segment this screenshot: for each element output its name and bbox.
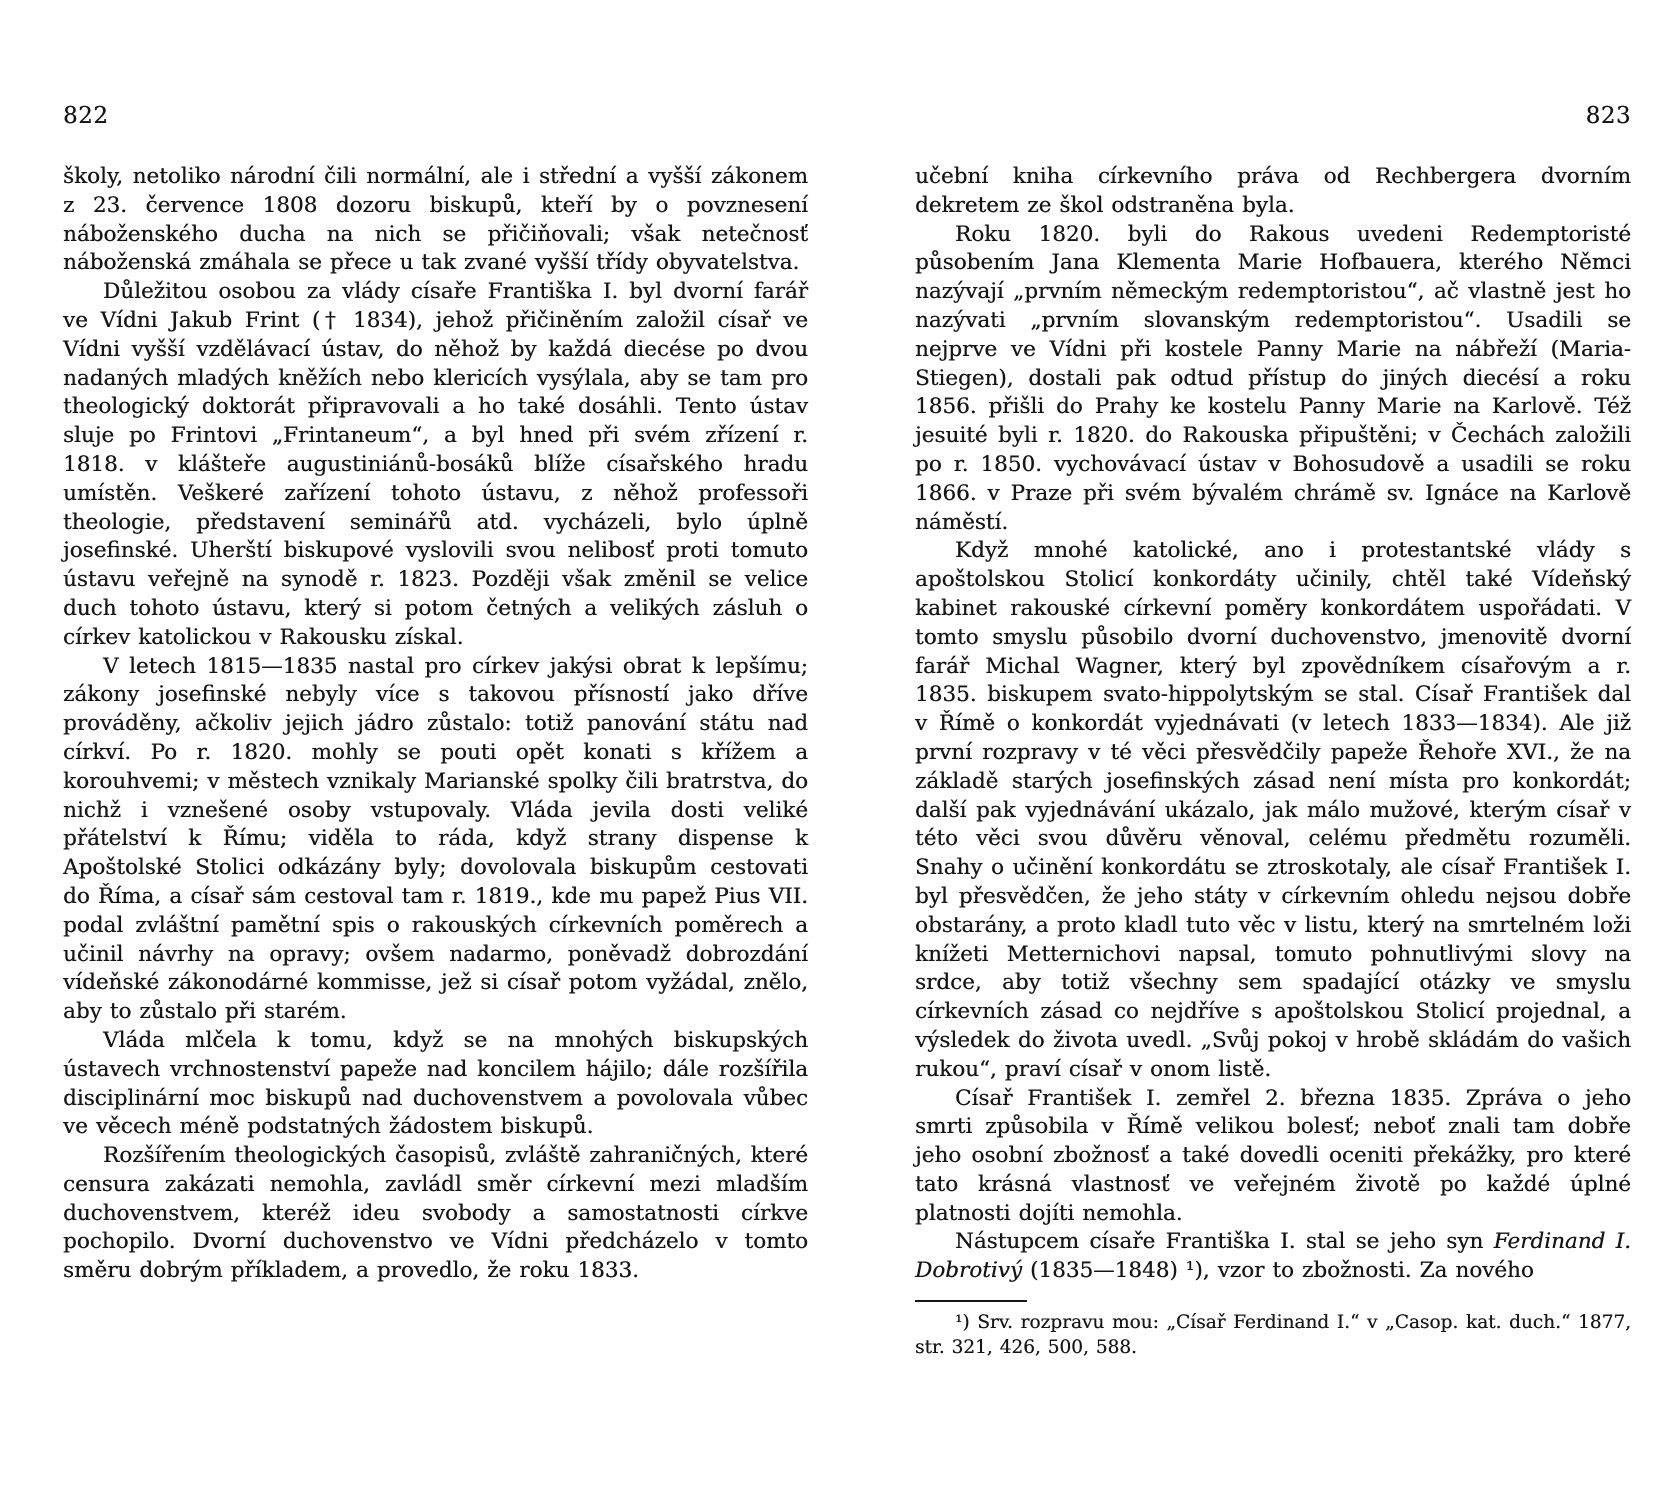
left-page-number: 822 — [63, 103, 109, 129]
left-page-text-column — [63, 163, 808, 1286]
paragraph: V letech 1815—1835 nastal pro církev jakýsi obrat k lepšímu; zákony josefinské nebyly více s takovou přísností jako dříve prováděny, ačkoliv jejich jádro zůstalo: totiž panování státu nad církví. Po r. 1820. mohly se pouti opět konati s křížem a korouhvemi; v městech vznikaly Marianské spolky čili bratrstva, do nichž i vznešené osoby vstupovaly. Vláda jevila dosti veliké přátelství k Římu; viděla to ráda, když strany dispense k Apoštolské Stolici odkázány byly; dovolovala biskupům cestovati do Říma, a císař sám cestoval tam r. 1819., kde mu papež Pius VII. podal zvláštní pamětní spis o rakouských církevních poměrech a učinil návrhy na opravy; ovšem nadarmo, poněvadž dobrozdání vídeňské zákonodárné kommisse, jež si císař potom vyžádal, znělo, aby to zůstalo při starém. — [63, 653, 808, 1025]
paragraph: Důležitou osobou za vlády císaře Františka I. byl dvorní farář ve Vídni Jakub Frint († 1834), jehož přičiněním založil císař ve Vídni vyšší vzdělávací ústav, do něhož by každá diecése po dvou nadaných mladých kněžích nebo klericích vysýlala, aby se tam pro theologický doktorát připravovali a ho také dosáhli. Tento ústav sluje po Frintovi „Frintaneum“, a byl hned při svém zřízení r. 1818. v klášteře augustiniánů-bosáků blíže císařského hradu umístěn. Veškeré zařízení tohoto ústavu, z něhož professoři theologie, představení seminářů atd. vycházeli, bylo úplně josefinské. Uherští biskupové vyslovili svou nelibosť proti tomuto ústavu veřejně na synodě r. 1823. Později však změnil se velice duch tohoto ústavu, který si potom četných a velikých zásluh o církev katolickou v Rakousku získal. — [63, 279, 808, 650]
paragraph: Roku 1820. byli do Rakous uvedeni Redemptoristé působením Jana Klementa Marie Hofbauera, kterého Němci nazývají „prvním německým redemptoristou“, ač vlastně jest ho nazývati „prvním slovanským redemptoristou“. Usadili se nejprve ve Vídni při kostele Panny Marie na nábřeží (Maria-Stiegen), dostali pak odtud přístup do jiných diecésí a roku 1856. přišli do Prahy ke kostelu Panny Marie na Karlově. Též jesuité byli r. 1820. do Rakouska připuštěni; v Čechách založili po r. 1850. vychovávací ústav v Bohosudově a usadili se roku 1866. v Praze při svém bývalém chrámě sv. Ignáce na Karlově náměstí. — [915, 221, 1631, 535]
paragraph: Císař František I. zemřel 2. března 1835. Zpráva o jeho smrti způsobila v Římě velikou bolesť; neboť znali tam dobře jeho osobní zbožnosť a také dovedli oceniti překážky, pro které tato krásná vlastnosť ve veřejném životě po každé úplné platnosti dojíti nemohla. — [915, 1085, 1631, 1226]
left-page — [63, 103, 808, 1286]
paragraph: Rozšířením theologických časopisů, zvláště zahraničných, které censura zakázati nemohla, zavládl směr církevní mezi mladším duchovenstvem, kteréž ideu svobody a samostatnosti církve pochopilo. Dvorní duchovenstvo ve Vídni předcházelo v tomto směru dobrým příkladem, a provedlo, že roku 1833. — [63, 1143, 808, 1284]
succession-text-after: (1835—1848) ¹), vzor to zbožnosti. Za nového — [1021, 1258, 1534, 1284]
right-page-text-column — [915, 163, 1631, 1360]
succession-text-before: Nástupcem císaře Františka I. stal se jeho syn — [955, 1229, 1494, 1255]
paragraph-with-italic — [915, 1228, 1631, 1286]
paragraph: Když mnohé katolické, ano i protestantské vlády s apoštolskou Stolicí konkordáty učinily, chtěl také Vídeňský kabinet rakouské církevní poměry konkordátem uspořádati. V tomto smyslu působilo dvorní duchovenstvo, jmenovitě dvorní farář Michal Wagner, který byl zpovědníkem císařovým a r. 1835. biskupem svato-hippolytským se stal. Císař František dal v Římě o konkordát vyjednávati (v letech 1833—1834). Ale již první rozpravy v té věci přesvědčily papeže Řehoře XVI., že na základě starých josefinských zásad není místa pro konkordát; další pak vyjednávání ukázalo, jak málo mužové, kterým císař v této věci svou důvěru věnoval, celému předmětu rozuměli. Snahy o učinění konkordátu se ztroskotaly, ale císař František I. byl přesvědčen, že jeho státy v církevním ohledu nejsou dobře obstarány, a proto kladl tuto věc v listu, který na smrtelném loži knížeti Metternichovi napsal, tomuto pohnutlivými slovy na srdce, aby totiž všechny sem spadající otázky ve smyslu církevních zásad co nejdříve s apoštolskou Stolicí projednal, a výsledek do života uvedl. „Svůj pokoj v hrobě skládám do vašich rukou“, praví císař v onom listě. — [915, 538, 1631, 1082]
paragraph: Vláda mlčela k tomu, když se na mnohých biskupských ústavech vrchnostenství papeže nad koncilem hájilo; dále rozšířila disciplinární moc biskupů nad duchovenstvem a povolovala vůbec ve věcech méně podstatných žádostem biskupů. — [63, 1027, 808, 1140]
right-page-number: 823 — [1585, 103, 1631, 129]
right-page — [915, 103, 1631, 1360]
footnote-text: Srv. rozpravu mou: „Císař Ferdinand I.“ v „Casop. kat. duch.“ 1877, str. 321, 426, 500, 588. — [915, 1312, 1631, 1359]
ruler-name-italic: Ferdinand I. Dobrotivý — [915, 1229, 1631, 1284]
paragraph-continuation: učební kniha církevního práva od Rechbergera dvorním dekretem ze škol odstraněna byla. — [915, 164, 1631, 218]
footnote-rule — [915, 1300, 1027, 1302]
footnote-marker: ¹) — [955, 1312, 970, 1334]
footnote — [915, 1310, 1631, 1360]
paragraph-continuation: školy, netoliko národní čili normální, ale i střední a vyšší zákonem z 23. července 1808 dozoru biskupů, kteří by o povznesení náboženského ducha na nich se přičiňovali; však netečnosť náboženská zmáhala se přece u tak zvané vyšší třídy obyvatelstva. — [63, 164, 808, 276]
